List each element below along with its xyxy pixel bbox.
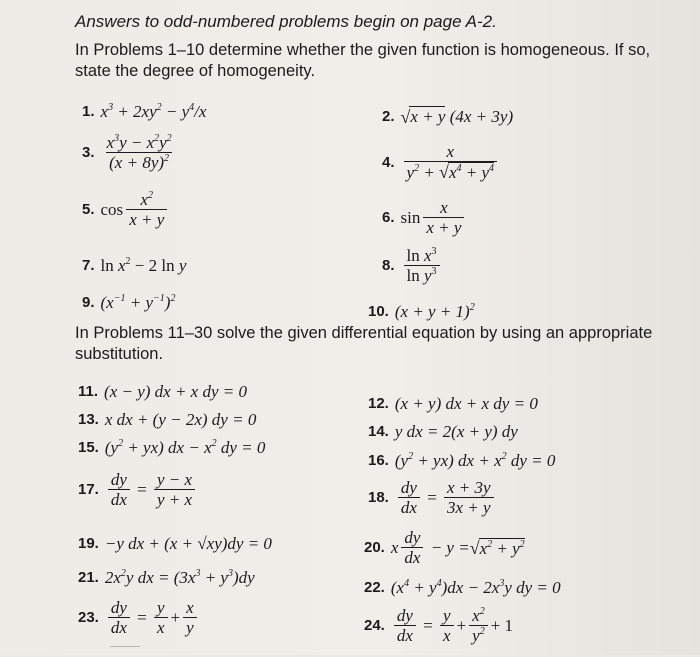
- problem-number: 16.: [368, 452, 389, 469]
- problem-22: 22. $(x^4 + y^4)dx - 2x^3y$ dy = 0: [364, 578, 561, 597]
- problem-23: 23. $\frac{dy}{dx}$ = $\frac{y}{x}$ + $\frac{x}{y}$: [78, 598, 200, 638]
- problem-number: 8.: [382, 257, 395, 274]
- problem-number: 6.: [382, 209, 395, 226]
- problem-8: 8. $\frac{\ln x^3}{\ln y^3}$: [382, 246, 443, 286]
- problem-number: 11.: [78, 383, 99, 400]
- problem-number: 4.: [382, 153, 395, 171]
- problem-9: 9. $(x^{-1} + y^{-1})^2$: [82, 293, 176, 312]
- problem-7: 7. $\ln x^2 - 2$ ln y: [82, 256, 187, 275]
- problem-number: 24.: [364, 617, 385, 634]
- problem-2: 2. √ x + y (4x + 3y): [382, 106, 514, 127]
- problem-18: 18. $\frac{dy}{dx}$ = $\frac{x + 3y}{3x + y}$: [368, 478, 497, 518]
- problem-6: 6. sin $\frac{x}{x + y}$: [382, 198, 467, 238]
- problem-11: [78, 382, 247, 402]
- problem-24: 24. $\frac{dy}{dx}$ = $\frac{y}{x}$ + $\frac{x^2}{y^2}$ + 1: [364, 606, 514, 645]
- problem-19: [78, 534, 272, 554]
- problem-17: 17. $\frac{dy}{dx}$ = $\frac{y - x}{y + x}$: [78, 470, 198, 510]
- problem-number: 9.: [82, 294, 95, 311]
- problem-1: 1. $x^3 + 2xy^2 - y^4/x$: [82, 102, 207, 121]
- problem-number: 12.: [368, 395, 389, 412]
- problem-text: x dx + (y − 2x) dy = 0: [104, 410, 257, 429]
- problem-4: 4. $\frac{x}{y^2 + √x^4 + y^4}$: [382, 142, 500, 183]
- problem-number: 14.: [368, 423, 389, 440]
- problem-21: 21. $2x^2y$ dx = $(3x^3 + y^3)dy$: [78, 568, 255, 587]
- problem-text: (x − y) dx + x dy = 0: [104, 382, 247, 401]
- problem-number: 21.: [78, 569, 99, 586]
- problem-5: 5. cos $\frac{x^2}{x + y}$: [82, 190, 170, 230]
- problem-12: [368, 394, 538, 414]
- problem-number: 3.: [82, 144, 95, 161]
- problem-text: (x + y) dx + x dy = 0: [394, 394, 538, 413]
- problem-number: 13.: [78, 411, 99, 428]
- problem-text: y dx = 2(x + y) dy: [394, 422, 518, 441]
- problem-number: 7.: [82, 257, 95, 274]
- problem-number: 15.: [78, 439, 99, 456]
- problem-number: 5.: [82, 201, 95, 218]
- problem-number: 17.: [78, 481, 99, 498]
- problem-text: −y dx + (x + √xy)dy = 0: [104, 534, 272, 553]
- problem-number: 22.: [364, 579, 385, 596]
- problem-number: 10.: [368, 303, 389, 320]
- page-edge-divider: [110, 646, 140, 657]
- problem-number: 1.: [82, 103, 95, 120]
- problem-number: 19.: [78, 535, 99, 552]
- problem-14: [368, 422, 518, 442]
- intro-problems-1-10: In Problems 1–10 determine whether the given function is homogeneous. If so, state the degree of homogeneity.: [75, 41, 651, 80]
- problem-10: 10. $(x + y + 1)^2$: [368, 302, 475, 321]
- problem-number: 2.: [382, 107, 395, 125]
- problem-13: [78, 410, 256, 430]
- page-heading: Answers to odd-numbered problems begin on page A-2.: [75, 12, 497, 31]
- problem-16: 16. $(y^2 + yx)$ dx + $x^2$ dy = 0: [368, 451, 556, 470]
- problem-number: 20.: [364, 539, 385, 556]
- problem-20: 20. x $\frac{dy}{dx}$ − y = √ $x^2 + y^2$: [364, 528, 525, 567]
- problem-3: 3. $\frac{x^3y - x^2y^2}{(x + 8y)^2}$: [82, 133, 172, 172]
- problem-number: 23.: [78, 609, 99, 626]
- problem-15: 15. $(y^2 + yx)$ dx − $x^2$ dy = 0: [78, 438, 266, 457]
- intro-problems-11-30: In Problems 11–30 solve the given differential equation by using an appropriate substitution.: [75, 324, 653, 363]
- problem-number: 18.: [368, 489, 389, 506]
